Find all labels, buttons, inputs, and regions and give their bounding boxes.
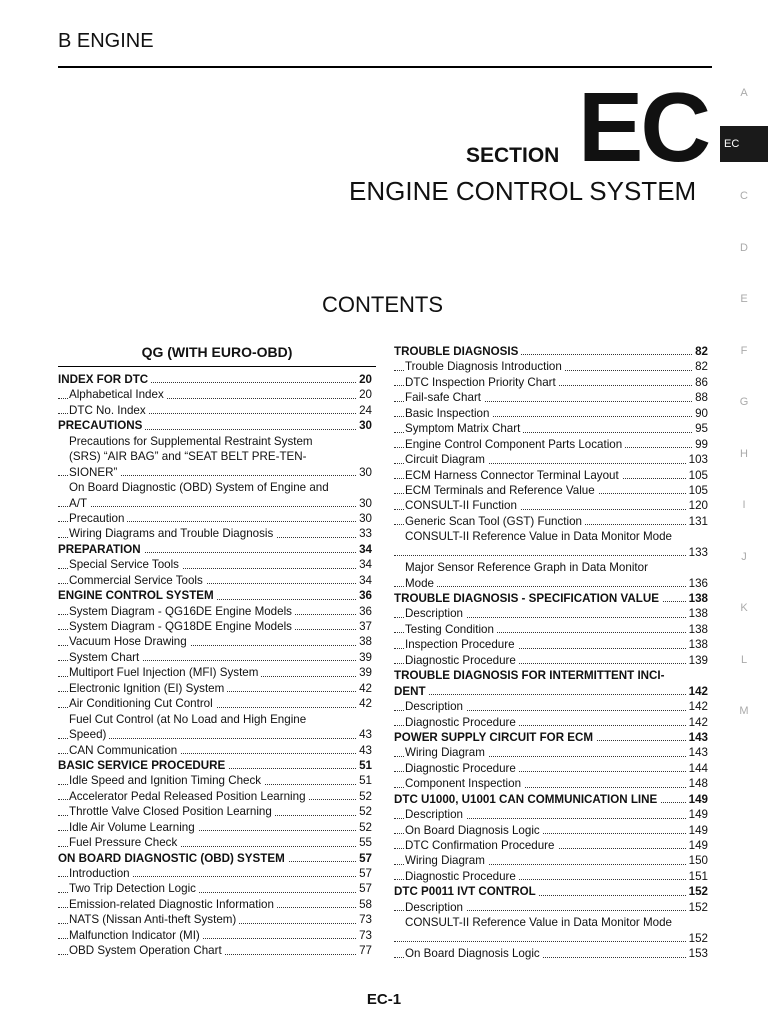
toc-entry[interactable]: [58, 696, 372, 711]
toc-entry-label: CONSULT-II Function: [405, 498, 520, 513]
toc-entry-page: 37: [356, 619, 372, 634]
toc-entry[interactable]: [58, 465, 372, 480]
section-title: ENGINE CONTROL SYSTEM: [349, 176, 697, 206]
toc-entry-page: 51: [356, 758, 372, 773]
toc-entry-label: Fuel Cut Control (at No Load and High Engine: [69, 712, 309, 727]
toc-entry-label: On Board Diagnostic (OBD) System of Engine and: [69, 480, 332, 495]
toc-entry-page: 24: [356, 403, 372, 418]
toc-entry-page: 152: [686, 884, 708, 899]
toc-entry-page: 43: [356, 743, 372, 758]
toc-entry[interactable]: [394, 560, 708, 575]
toc-entry-page: 148: [686, 776, 708, 791]
toc-entry-page: 20: [356, 372, 372, 387]
toc-entry-label: CAN Communication: [69, 743, 180, 758]
toc-entry-label: Two Trip Detection Logic: [69, 881, 199, 896]
toc-entry[interactable]: [58, 928, 372, 943]
toc-entry-page: 30: [356, 511, 372, 526]
toc-entry[interactable]: [394, 884, 708, 899]
section-code: EC: [578, 72, 709, 182]
toc-entry-label: On Board Diagnosis Logic: [405, 823, 543, 838]
toc-entry-label: TROUBLE DIAGNOSIS - SPECIFICATION VALUE: [394, 591, 662, 606]
toc-entry[interactable]: [394, 591, 708, 606]
toc-entry[interactable]: [58, 542, 372, 557]
toc-entry-page: 58: [356, 897, 372, 912]
toc-entry-label: Circuit Diagram: [405, 452, 488, 467]
toc-entry[interactable]: [58, 573, 372, 588]
toc-entry-page: 51: [356, 773, 372, 788]
toc-entry-label: Special Service Tools: [69, 557, 182, 572]
contents-heading: CONTENTS: [322, 292, 443, 317]
toc-left-column: [58, 372, 372, 959]
toc-entry-label: Component Inspection: [405, 776, 524, 791]
toc-entry-label: Idle Speed and Ignition Timing Check: [69, 773, 264, 788]
dot-leader: [394, 694, 708, 695]
toc-entry-label: DTC Confirmation Procedure: [405, 838, 558, 853]
toc-entry-page: 33: [356, 526, 372, 541]
toc-entry[interactable]: [394, 359, 708, 374]
toc-entry[interactable]: [394, 637, 708, 652]
toc-entry[interactable]: [394, 668, 708, 683]
toc-entry[interactable]: [394, 390, 708, 405]
toc-entry-page: 105: [686, 483, 708, 498]
toc-entry-page: 138: [686, 606, 708, 621]
toc-entry[interactable]: [58, 866, 372, 881]
toc-entry-label: Diagnostic Procedure: [405, 869, 519, 884]
toc-right-column: [394, 344, 708, 962]
toc-entry-page: 77: [356, 943, 372, 958]
toc-entry[interactable]: [58, 511, 372, 526]
toc-entry-label: OBD System Operation Chart: [69, 943, 225, 958]
toc-entry[interactable]: [394, 869, 708, 884]
toc-entry-page: 57: [356, 866, 372, 881]
toc-entry[interactable]: [394, 853, 708, 868]
toc-entry-page: 150: [686, 853, 708, 868]
toc-entry-label: ECM Terminals and Reference Value: [405, 483, 598, 498]
toc-entry-page: 149: [686, 838, 708, 853]
toc-entry[interactable]: [394, 529, 708, 544]
toc-entry-page: 152: [686, 931, 708, 946]
toc-entry-label: Testing Condition: [405, 622, 497, 637]
toc-entry[interactable]: [394, 576, 708, 591]
toc-entry-page: 43: [356, 727, 372, 742]
toc-entry[interactable]: [394, 452, 708, 467]
toc-entry-label: System Diagram - QG16DE Engine Models: [69, 604, 295, 619]
toc-entry-page: 143: [686, 730, 708, 745]
section-tab-f[interactable]: F: [740, 344, 748, 357]
toc-entry-label: Description: [405, 900, 466, 915]
page-number: EC-1: [366, 991, 402, 1008]
toc-entry-page: 34: [356, 573, 372, 588]
toc-entry[interactable]: [58, 727, 372, 742]
toc-entry[interactable]: [394, 498, 708, 513]
toc-entry-label: Symptom Matrix Chart: [405, 421, 523, 436]
toc-entry[interactable]: [394, 514, 708, 529]
toc-entry-page: 39: [356, 665, 372, 680]
section-tab-j[interactable]: J: [741, 550, 747, 563]
toc-entry-page: 42: [356, 681, 372, 696]
toc-entry[interactable]: [394, 838, 708, 853]
toc-entry[interactable]: [58, 496, 372, 511]
section-tab-ec[interactable]: EC: [720, 126, 768, 162]
toc-entry[interactable]: [58, 665, 372, 680]
toc-entry[interactable]: [394, 406, 708, 421]
toc-entry[interactable]: [58, 650, 372, 665]
toc-entry[interactable]: [58, 943, 372, 958]
toc-entry-label: Idle Air Volume Learning: [69, 820, 198, 835]
section-tab-l[interactable]: L: [740, 653, 748, 666]
toc-entry-label: Speed): [69, 727, 109, 742]
toc-entry-page: 139: [686, 653, 708, 668]
toc-entry-page: 82: [692, 359, 708, 374]
toc-entry[interactable]: [58, 851, 372, 866]
toc-entry-label: ENGINE CONTROL SYSTEM: [58, 588, 217, 603]
toc-entry-label: Fuel Pressure Check: [69, 835, 180, 850]
toc-entry-label: SIONER”: [69, 465, 120, 480]
toc-entry-label: Inspection Procedure: [405, 637, 518, 652]
toc-entry-label: On Board Diagnosis Logic: [405, 946, 543, 961]
toc-entry-page: 42: [356, 696, 372, 711]
toc-entry-page: 88: [692, 390, 708, 405]
toc-entry-label: Emission-related Diagnostic Information: [69, 897, 277, 912]
toc-entry-page: 36: [356, 604, 372, 619]
toc-entry-label: TROUBLE DIAGNOSIS: [394, 344, 521, 359]
dot-leader: [394, 555, 708, 556]
toc-entry[interactable]: [58, 758, 372, 773]
toc-entry[interactable]: [394, 483, 708, 498]
toc-entry[interactable]: [394, 715, 708, 730]
toc-entry-label: DENT: [394, 684, 429, 699]
toc-entry[interactable]: [58, 835, 372, 850]
toc-entry-page: 39: [356, 650, 372, 665]
section-word: SECTION: [466, 144, 560, 167]
section-tab-c[interactable]: C: [740, 190, 748, 202]
toc-entry-label: (SRS) “AIR BAG” and “SEAT BELT PRE-TEN-: [69, 449, 310, 464]
toc-entry-page: 52: [356, 804, 372, 819]
toc-entry-label: CONSULT-II Reference Value in Data Monitor Mode: [405, 529, 675, 544]
toc-entry-label: Fail-safe Chart: [405, 390, 484, 405]
subtitle-rule: [58, 366, 376, 367]
toc-entry-label: ECM Harness Connector Terminal Layout: [405, 468, 622, 483]
section-tab-h[interactable]: H: [740, 447, 748, 460]
toc-entry-page: 38: [356, 634, 372, 649]
toc-entry[interactable]: [58, 789, 372, 804]
toc-entry-page: 57: [356, 851, 372, 866]
toc-entry[interactable]: [394, 931, 708, 946]
toc-entry-page: 153: [686, 946, 708, 961]
toc-entry-page: 143: [686, 745, 708, 760]
toc-entry-label: Diagnostic Procedure: [405, 761, 519, 776]
toc-entry[interactable]: [58, 912, 372, 927]
toc-entry-page: 151: [686, 869, 708, 884]
toc-entry-label: Wiring Diagram: [405, 745, 488, 760]
toc-entry[interactable]: [58, 743, 372, 758]
toc-entry-page: 149: [686, 807, 708, 822]
toc-entry[interactable]: [394, 684, 708, 699]
toc-entry[interactable]: [394, 375, 708, 390]
toc-entry-label: Trouble Diagnosis Introduction: [405, 359, 565, 374]
toc-entry-page: 52: [356, 820, 372, 835]
toc-entry[interactable]: [58, 387, 372, 402]
toc-entry[interactable]: [394, 699, 708, 714]
toc-entry[interactable]: [58, 634, 372, 649]
toc-entry-page: 131: [686, 514, 708, 529]
toc-entry-page: 52: [356, 789, 372, 804]
toc-entry-label: POWER SUPPLY CIRCUIT FOR ECM: [394, 730, 596, 745]
toc-entry-page: 95: [692, 421, 708, 436]
toc-entry-label: Precautions for Supplemental Restraint System: [69, 434, 316, 449]
section-tab-k[interactable]: K: [740, 602, 748, 614]
section-tab-a[interactable]: A: [740, 87, 748, 99]
toc-entry[interactable]: [58, 449, 372, 464]
toc-entry[interactable]: [58, 897, 372, 912]
toc-entry[interactable]: [58, 681, 372, 696]
toc-entry[interactable]: [394, 468, 708, 483]
model-subtitle: QG (WITH EURO-OBD): [141, 344, 293, 360]
toc-entry-page: 34: [356, 557, 372, 572]
toc-entry-label: CONSULT-II Reference Value in Data Monitor Mode: [405, 915, 675, 930]
toc-entry-label: Diagnostic Procedure: [405, 715, 519, 730]
toc-entry-page: 30: [356, 465, 372, 480]
toc-entry-page: 30: [356, 496, 372, 511]
toc-entry-label: DTC No. Index: [69, 403, 149, 418]
toc-entry-page: 120: [686, 498, 708, 513]
toc-entry[interactable]: [58, 820, 372, 835]
toc-entry[interactable]: [394, 900, 708, 915]
toc-entry-label: Accelerator Pedal Released Position Learning: [69, 789, 309, 804]
toc-entry-label: PREPARATION: [58, 542, 144, 557]
toc-entry-label: DTC U1000, U1001 CAN COMMUNICATION LINE: [394, 792, 660, 807]
toc-entry-label: Commercial Service Tools: [69, 573, 206, 588]
toc-entry-page: 30: [356, 418, 372, 433]
toc-entry-page: 142: [686, 715, 708, 730]
toc-entry-label: Throttle Valve Closed Position Learning: [69, 804, 275, 819]
toc-entry-page: 55: [356, 835, 372, 850]
toc-entry-label: Engine Control Component Parts Location: [405, 437, 625, 452]
toc-entry-label: A/T: [69, 496, 90, 511]
toc-entry-label: Introduction: [69, 866, 133, 881]
toc-entry-page: 138: [686, 622, 708, 637]
toc-entry-label: Electronic Ignition (EI) System: [69, 681, 227, 696]
toc-entry-page: 90: [692, 406, 708, 421]
toc-entry-label: Precaution: [69, 511, 127, 526]
toc-entry[interactable]: [394, 915, 708, 930]
toc-entry[interactable]: [394, 730, 708, 745]
toc-entry[interactable]: [394, 545, 708, 560]
toc-entry-page: 149: [686, 792, 708, 807]
toc-entry[interactable]: [58, 372, 372, 387]
toc-entry-page: 57: [356, 881, 372, 896]
toc-entry-page: 138: [686, 637, 708, 652]
toc-entry-label: Diagnostic Procedure: [405, 653, 519, 668]
toc-entry-page: 99: [692, 437, 708, 452]
toc-entry-page: 34: [356, 542, 372, 557]
toc-entry-page: 86: [692, 375, 708, 390]
toc-entry[interactable]: [58, 773, 372, 788]
toc-entry[interactable]: [394, 606, 708, 621]
toc-entry-label: DTC P0011 IVT CONTROL: [394, 884, 539, 899]
toc-entry[interactable]: [394, 437, 708, 452]
toc-entry[interactable]: [394, 807, 708, 822]
section-tab-g[interactable]: G: [739, 396, 749, 408]
toc-entry-page: 82: [692, 344, 708, 359]
dot-leader: [394, 586, 708, 587]
toc-entry-page: 36: [356, 588, 372, 603]
toc-entry-label: Mode: [405, 576, 437, 591]
toc-entry-label: Description: [405, 606, 466, 621]
toc-entry[interactable]: [394, 653, 708, 668]
toc-entry[interactable]: [394, 761, 708, 776]
toc-entry-label: TROUBLE DIAGNOSIS FOR INTERMITTENT INCI-: [394, 668, 668, 683]
toc-entry[interactable]: [58, 526, 372, 541]
toc-entry-label: System Chart: [69, 650, 142, 665]
toc-entry-label: NATS (Nissan Anti-theft System): [69, 912, 239, 927]
toc-entry-label: Wiring Diagrams and Trouble Diagnosis: [69, 526, 276, 541]
toc-entry-label: Vacuum Hose Drawing: [69, 634, 190, 649]
toc-entry[interactable]: [58, 418, 372, 433]
toc-entry[interactable]: [58, 480, 372, 495]
toc-entry[interactable]: [394, 792, 708, 807]
section-header: B ENGINE: [58, 30, 154, 52]
toc-entry-page: 105: [686, 468, 708, 483]
header-rule: [58, 66, 712, 68]
toc-entry[interactable]: [394, 344, 708, 359]
toc-entry-page: 152: [686, 900, 708, 915]
toc-entry-page: 144: [686, 761, 708, 776]
toc-entry[interactable]: [394, 745, 708, 760]
section-tab-d[interactable]: D: [740, 241, 748, 254]
toc-entry-label: Air Conditioning Cut Control: [69, 696, 216, 711]
toc-entry[interactable]: [394, 622, 708, 637]
section-tab-m[interactable]: M: [739, 705, 749, 717]
toc-entry[interactable]: [58, 712, 372, 727]
toc-entry[interactable]: [58, 619, 372, 634]
toc-entry-page: 136: [686, 576, 708, 591]
toc-entry[interactable]: [394, 946, 708, 961]
toc-entry-label: ON BOARD DIAGNOSTIC (OBD) SYSTEM: [58, 851, 288, 866]
toc-entry-label: Description: [405, 699, 466, 714]
toc-entry-label: Major Sensor Reference Graph in Data Monitor: [405, 560, 651, 575]
toc-entry[interactable]: [394, 776, 708, 791]
toc-entry-label: BASIC SERVICE PROCEDURE: [58, 758, 228, 773]
toc-entry-label: Wiring Diagram: [405, 853, 488, 868]
toc-entry[interactable]: [394, 823, 708, 838]
dot-leader: [58, 506, 372, 507]
toc-entry-page: 73: [356, 912, 372, 927]
toc-entry-label: Basic Inspection: [405, 406, 492, 421]
toc-entry[interactable]: [58, 604, 372, 619]
toc-entry-label: Malfunction Indicator (MI): [69, 928, 203, 943]
toc-entry-label: INDEX FOR DTC: [58, 372, 151, 387]
toc-entry-label: System Diagram - QG18DE Engine Models: [69, 619, 295, 634]
toc-entry-page: 103: [686, 452, 708, 467]
toc-entry-label: DTC Inspection Priority Chart: [405, 375, 559, 390]
toc-entry-label: PRECAUTIONS: [58, 418, 145, 433]
toc-entry[interactable]: [58, 403, 372, 418]
toc-entry-label: Alphabetical Index: [69, 387, 167, 402]
dot-leader: [394, 941, 708, 942]
toc-entry-page: 149: [686, 823, 708, 838]
toc-entry-page: 142: [686, 699, 708, 714]
toc-entry-page: 142: [686, 684, 708, 699]
toc-entry[interactable]: [58, 557, 372, 572]
toc-entry[interactable]: [58, 588, 372, 603]
toc-entry-label: Multiport Fuel Injection (MFI) System: [69, 665, 261, 680]
toc-entry[interactable]: [58, 804, 372, 819]
toc-entry-label: Description: [405, 807, 466, 822]
toc-entry-label: Generic Scan Tool (GST) Function: [405, 514, 585, 529]
toc-entry[interactable]: [58, 434, 372, 449]
toc-entry-page: 20: [356, 387, 372, 402]
toc-entry-page: 133: [686, 545, 708, 560]
toc-entry-page: 73: [356, 928, 372, 943]
toc-entry[interactable]: [58, 881, 372, 896]
toc-entry[interactable]: [394, 421, 708, 436]
section-tab-e[interactable]: E: [740, 293, 748, 305]
section-tab-i[interactable]: I: [742, 499, 746, 511]
toc-entry-page: 138: [686, 591, 708, 606]
